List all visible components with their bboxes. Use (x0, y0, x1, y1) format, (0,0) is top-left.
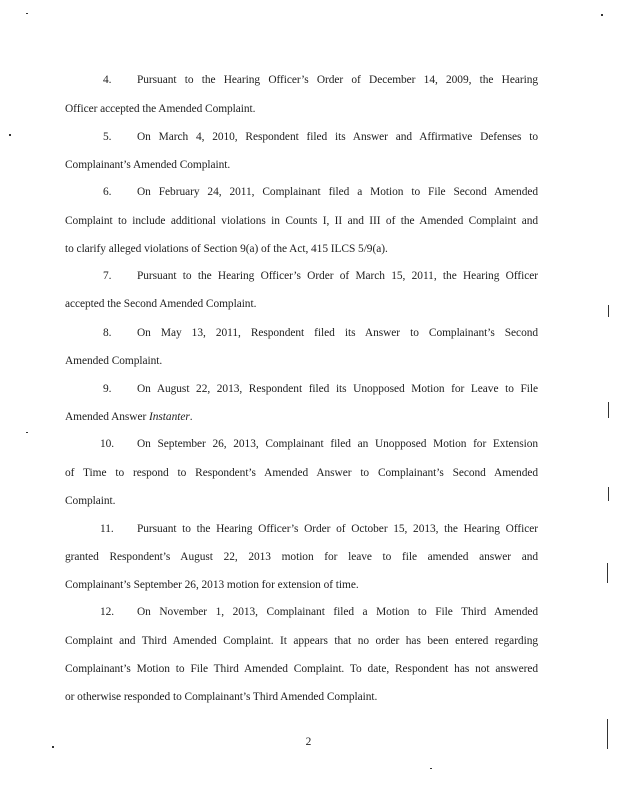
paragraph-text: On March 4, 2010, Respondent filed its Answer and Affirmative Defenses to (137, 131, 538, 143)
paragraph-12-line-1 (65, 605, 538, 619)
scan-artifact-mark (608, 305, 609, 317)
paragraph-12-line-3: Complainant’s Motion to File Third Amended Complaint. To date, Respondent has not answered (65, 663, 538, 675)
paragraph-9-line-2: Amended Answer Instanter. (65, 411, 193, 423)
paragraph-10-line-1 (65, 437, 538, 451)
paragraph-11-line-2: granted Respondent’s August 22, 2013 motion for leave to file amended answer and (65, 551, 538, 563)
paragraph-text: On May 13, 2011, Respondent filed its Answer to Complainant’s Second (137, 327, 538, 339)
paragraph-text: On February 24, 2011, Complainant filed a Motion to File Second Amended (137, 186, 538, 198)
paragraph-6-line-1 (65, 185, 538, 199)
paragraph-number: 4. (103, 74, 112, 86)
paragraph-7-line-1 (65, 269, 538, 283)
paragraph-text: On November 1, 2013, Complainant filed a Motion to File Third Amended (137, 606, 538, 618)
paragraph-5-line-2: Complainant’s Amended Complaint. (65, 159, 231, 171)
paragraph-text: Pursuant to the Hearing Officer’s Order of October 15, 2013, the Hearing Officer (137, 523, 538, 535)
paragraph-number: 7. (103, 270, 112, 282)
paragraph-number: 12. (100, 606, 115, 618)
paragraph-12-line-2: Complaint and Third Amended Complaint. It appears that no order has been entered regarding (65, 635, 538, 647)
scan-artifact-mark (607, 719, 608, 749)
paragraph-11-line-1 (65, 522, 538, 536)
page-number: 2 (305, 736, 312, 748)
scan-artifact-dot (601, 14, 603, 16)
paragraph-5-line-1 (65, 130, 538, 144)
paragraph-6-line-3: to clarify alleged violations of Section 9(a) of the Act, 415 ILCS 5/9(a). (65, 243, 388, 255)
scan-artifact-dot (26, 432, 28, 433)
paragraph-12-line-4: or otherwise responded to Complainant’s Third Amended Complaint. (65, 691, 378, 703)
scan-artifact-dot (26, 13, 28, 14)
paragraph-number: 5. (103, 131, 112, 143)
paragraph-10-line-2: of Time to respond to Respondent’s Amended Answer to Complainant’s Second Amended (65, 467, 538, 479)
scan-artifact-mark (607, 563, 608, 583)
paragraph-11-line-3: Complainant’s September 26, 2013 motion for extension of time. (65, 579, 359, 591)
paragraph-text: On September 26, 2013, Complainant filed an Unopposed Motion for Extension (137, 438, 538, 450)
scan-artifact-dot (9, 134, 11, 136)
paragraph-text: On August 22, 2013, Respondent filed its Unopposed Motion for Leave to File (137, 383, 538, 395)
paragraph-number: 6. (103, 186, 112, 198)
paragraph-number: 8. (103, 327, 112, 339)
paragraph-9-line-1 (65, 382, 538, 396)
paragraph-text: Pursuant to the Hearing Officer’s Order of December 14, 2009, the Hearing (137, 74, 538, 86)
paragraph-number: 11. (100, 523, 114, 535)
scan-artifact-dot (430, 768, 432, 769)
paragraph-6-line-2: Complaint to include additional violations in Counts I, II and III of the Amended Complaint and (65, 215, 538, 227)
paragraph-4-line-1 (65, 73, 538, 87)
paragraph-7-line-2: accepted the Second Amended Complaint. (65, 298, 257, 310)
paragraph-8-line-2: Amended Complaint. (65, 355, 163, 367)
paragraph-text: Pursuant to the Hearing Officer’s Order of March 15, 2011, the Hearing Officer (137, 270, 538, 282)
paragraph-4-line-2: Officer accepted the Amended Complaint. (65, 103, 256, 115)
scan-artifact-mark (608, 402, 609, 418)
scan-artifact-mark (608, 487, 609, 501)
paragraph-8-line-1 (65, 326, 538, 340)
paragraph-number: 9. (103, 383, 112, 395)
latin-term: Instanter (149, 411, 190, 423)
paragraph-number: 10. (100, 438, 115, 450)
paragraph-10-line-3: Complaint. (65, 495, 116, 507)
scan-artifact-dot (52, 746, 54, 748)
